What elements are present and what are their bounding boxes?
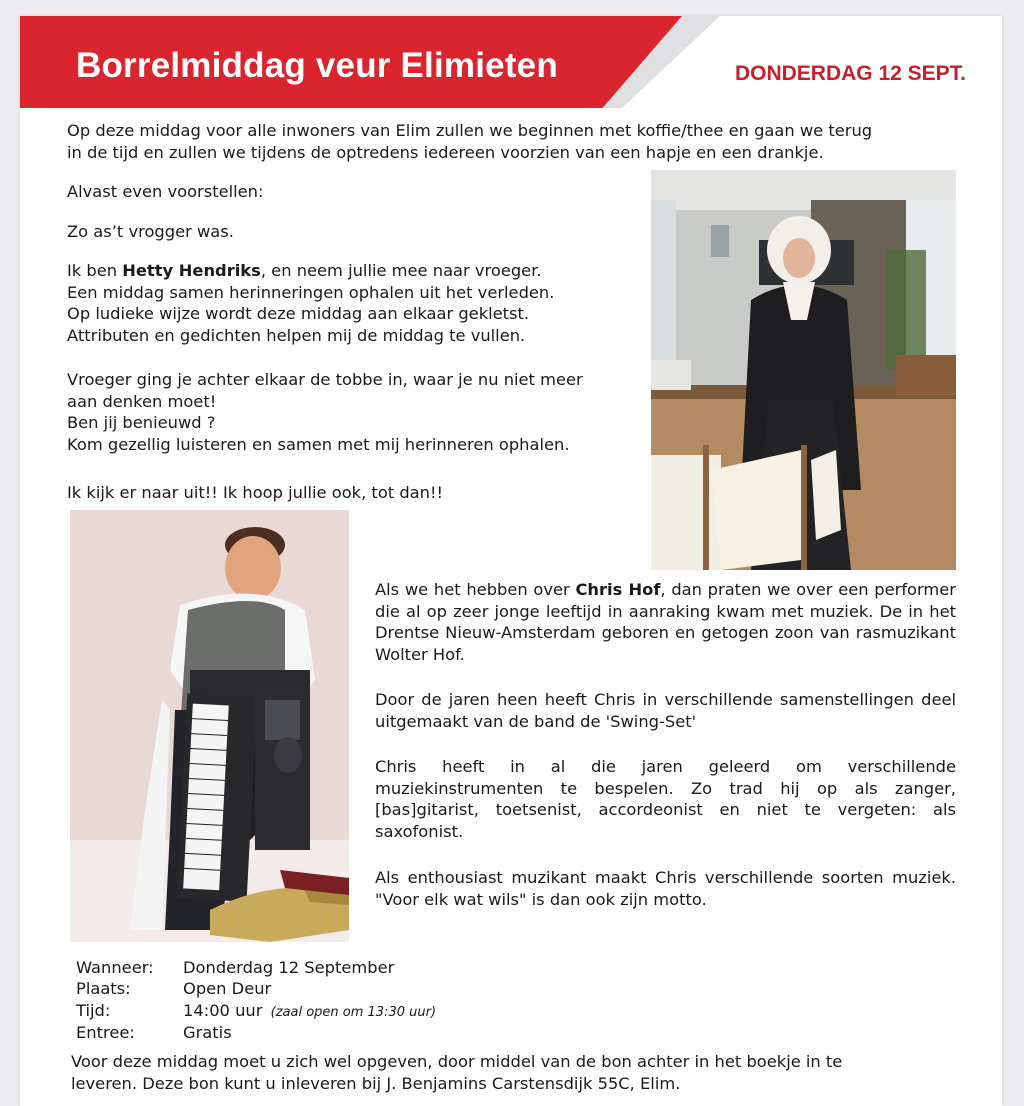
text-span: Op ludieke wijze wordt deze middag aan elkaar gekletst. <box>67 304 530 323</box>
zoas-text: Zo as’t vrogger was. <box>67 222 234 241</box>
intro-line: Op deze middag voor alle inwoners van Elim zullen we beginnen met koffie/thee en gaan we terug <box>67 121 873 140</box>
chris-paragraph-4: Als enthousiast muzikant maakt Chris verschillende soorten muziek. "Voor elk wat wils" is dan ook zijn motto. <box>375 868 956 909</box>
intro-line: in de tijd en zullen we tijdens de optredens iedereen voorzien van een hapje en een drankje. <box>67 142 824 162</box>
info-label: Plaats: <box>76 979 131 998</box>
text-span: , dan praten we over een performer die al op zeer jonge leeftijd in aanraking kwam met muziek. De in het Drentse Nieuw-Amsterdam geboren en getogen zoon van rasmuzikant Wolter Hof. <box>375 580 956 664</box>
performer-name: Hetty Hendriks <box>122 261 261 280</box>
page-title: Borrelmiddag veur Elimieten <box>76 46 558 85</box>
text-span: Kom gezellig luisteren en samen met mij herinneren ophalen. <box>67 434 570 454</box>
text-span: Ben jij benieuwd ? <box>67 413 216 432</box>
hetty-paragraph-1 <box>67 260 554 346</box>
chris-photo-image <box>70 510 349 942</box>
text-span: Vroeger ging je achter elkaar de tobbe in, waar je nu niet meer <box>67 370 583 389</box>
footer-paragraph <box>71 1051 842 1094</box>
text-span: Als we het hebben over <box>375 580 576 599</box>
alvast-text: Alvast even voorstellen: <box>67 182 264 201</box>
chris-photo <box>70 510 349 942</box>
info-row-tijd <box>76 1000 436 1023</box>
event-date: DONDERDAG 12 SEPT. <box>734 62 966 85</box>
info-row-entree <box>76 1022 232 1043</box>
hetty-photo-image <box>651 170 956 570</box>
flyer-page <box>20 16 1002 1106</box>
text-span: Attributen en gedichten helpen mij de middag te vullen. <box>67 325 526 345</box>
text-span: Een middag samen herinneringen ophalen uit het verleden. <box>67 282 555 302</box>
chris-paragraph-2: Door de jaren heen heeft Chris in verschillende samenstellingen deel uitgemaakt van de band de 'Swing-Set' <box>375 690 956 731</box>
info-label: Wanneer: <box>76 958 154 977</box>
info-label: Tijd: <box>76 1001 111 1020</box>
info-value: 14:00 uur <box>183 1001 263 1020</box>
text-span: , en neem jullie mee naar vroeger. <box>260 261 542 280</box>
text-span: aan denken moet! <box>67 391 217 411</box>
text-span: Voor deze middag moet u zich wel opgeven, door middel van de bon achter in het boekje in te <box>71 1052 843 1071</box>
hetty-paragraph-3: Ik kijk er naar uit!! Ik hoop jullie ook, tot dan!! <box>67 483 444 502</box>
intro-paragraph <box>67 120 872 163</box>
info-label: Entree: <box>76 1023 135 1042</box>
hetty-photo <box>651 170 956 570</box>
info-note: (zaal open om 13:30 uur) <box>270 1005 437 1020</box>
hetty-paragraph-2 <box>67 369 583 455</box>
info-value: Donderdag 12 September <box>183 958 395 977</box>
text-span: leveren. Deze bon kunt u inleveren bij J. Benjamins Carstensdijk 55C, Elim. <box>71 1073 681 1093</box>
info-value: Gratis <box>183 1023 232 1042</box>
info-row-plaats <box>76 978 271 999</box>
chris-paragraph-3: Chris heeft in al die jaren geleerd om verschillende muziekinstrumenten te bespelen. Zo trad hij op als zanger, [bas]gitarist, toetsenist, accordeonist en niet te vergeten: als saxofonist. <box>375 757 956 841</box>
info-row-wanneer <box>76 957 394 978</box>
chris-paragraph-1 <box>375 579 956 665</box>
performer-name: Chris Hof <box>575 580 661 599</box>
info-value: Open Deur <box>183 979 272 998</box>
text-span: Ik ben <box>67 261 123 280</box>
